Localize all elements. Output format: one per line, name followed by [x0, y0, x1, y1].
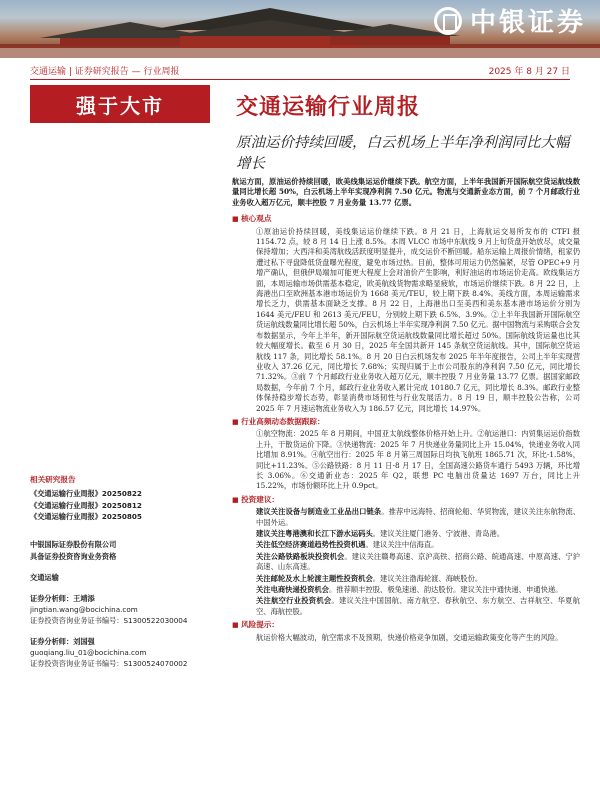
invest-item — [232, 552, 580, 573]
analyst-cert: 证券投资咨询业务证书编号：S1300524070002 — [30, 658, 188, 668]
header-banner — [0, 0, 600, 58]
institution: 中银国际证券股份有限公司 具备证券投资咨询业务资格 — [30, 539, 117, 561]
invest-item-text: 。建议关注赣粤高速、京沪高铁、招商公路、皖通高速、中原高速、宁沪高速、山东高速。 — [256, 551, 581, 572]
analyst-email[interactable]: guoqiang.liu_01@bocichina.com — [30, 647, 147, 657]
industry-label: 交通运输 — [30, 572, 59, 582]
invest-item-title: 关注公路铁路板块投资机会 — [256, 551, 345, 561]
bank-logo-icon — [434, 7, 462, 35]
core-heading: ■ 核心观点 — [232, 214, 580, 224]
page-subtitle: 原油运价持续回暖，白云机场上半年净利润同比大幅增长 — [236, 135, 570, 172]
invest-item — [232, 585, 580, 595]
risk-heading: ■ 风险提示： — [232, 620, 580, 630]
risk-text: 航运价格大幅波动，航空需求不及预期，快递价格竞争加剧，交通运输政策变化等产生的风险。 — [256, 632, 563, 642]
related-report[interactable]: 《交通运输行业周报》20250812 — [30, 500, 142, 510]
invest-item — [232, 596, 580, 617]
invest-item-title: 关注电商快递投资机会 — [256, 585, 329, 595]
invest-item-text: 。建议关注厦门港务、宁波港、青岛港。 — [372, 529, 505, 538]
related-report[interactable]: 《交通运输行业周报》20250822 — [30, 489, 142, 498]
data-tracking-paragraph: ①航空物流：2025 年 8 月期间，中国亚太航线整体价格开始上升。②航运港口：内贸集运运价指数上升，干散货运价下降。③快递物流：2025 年 7 月快递业务量同比上升 15.04%，快递业务收入同比增加 8.91%。④航空出行：2025 年 8 月第三周国际日均执飞航班 1865.71 次，环比-1.58%，同比+11.23%。⑤公路铁路：8 月 11 日-8 月 17 日，全国高速公路货车通行 5493 万辆，环比增长 3.06%。⑥交通新业态：2025 年 Q2，联想 PC 电脑出货量达 1697 万台，同比上升 15.22%，市场份额环比上升 0.9pct。 — [256, 429, 580, 491]
analyst-email[interactable]: jingtian.wang@bocichina.com — [30, 604, 138, 614]
invest-item-title: 建议关注设备与制造业工业品出口链条 — [256, 507, 382, 517]
data-tracking-heading: ■ 行业高频动态数据跟踪： — [232, 417, 580, 427]
related-heading: 相关研究报告 — [30, 475, 76, 484]
header-subbar — [30, 62, 570, 80]
invest-item — [232, 507, 580, 528]
rating-badge: 强于大市 — [30, 85, 210, 123]
invest-item — [232, 574, 580, 584]
invest-item-title: 关注航空行业投资机会 — [256, 596, 332, 606]
sidebar — [30, 474, 210, 669]
analyst-name: 证券分析师：刘国强 — [30, 636, 95, 646]
analyst-block — [30, 593, 210, 626]
analyst-block — [30, 636, 210, 669]
lead-summary: 航运方面，原油运价持续回暖，欧美线集运运价继续下跌。航空方面，上半年我国新开国际航空货运航线数量同比增长超 50%，白云机场上半年实现净利润 7.50 亿元。物流与交通新业态方面，前 7 个月邮政行业业务收入超万亿元，顺丰控股 7 月业务量 13.77 亿票。 — [232, 177, 580, 207]
core-paragraph: ①原油运价持续回暖，美线集运运价继续下跌。8 月 21 日，上海航运交易所发布的 CTFI 报 1154.72 点，较 8 月 14 日上涨 8.5%。本周 VLCC 市场中东航线 9 月上旬货盘开始放尽，成交量保持增加；大西洋和美湾航线活跃度明显提升，成交运价不断回暖。船东运输上周报价情绪，租家仍遭过私下寻盘降低货盘曝光程度，避免市场过热。目前，整体可用运力仍然偏紧，尽管 OPEC+9 月增产确认，但俄伊局端加可能更大程度上会对油价产生影响，利好油运的市场运价走高。欧线集运方面，本周运输市场供需基本稳定，欧美航线货物需求略显疲软，市场运价继续下跌。8 月 22 日，上海港出口至欧洲基本港市场运价为 1668 美元/TEU，较上期下跌 8.4%。美线方面，本周运输需求增长乏力，供需基本面缺乏支撑。8 月 22 日，上海港出口至美西和美东基本港市场运价分别为 1644 美元/FEU 和 2613 美元/FEU，分别较上期下跌 6.5%、3.9%。②上半年我国新开国际航空货运航线数量同比增长超 50%，白云机场上半年实现净利润 7.50 亿元。据中国物流与采购联合会发布数据显示，今年上半年，新开国际航空货运航线数量同比增长超过 50%。国际航线货运量也比其较大幅度增长。截至 6 月 30 日，2025 年全国共新开 145 条航空货运航线。其中，国际航空货运航线 117 条，同比增长 58.1%。8 月 20 日白云机场发布 2025 年半年度报告，公司上半年实现营业收入 37.26 亿元，同比增长 7.68%；实现归属于上市公司股东的净利润 7.50 亿元，同比增长 71.32%。③前 7 个月邮政行业业务收入超万亿元，顺丰控股 7 月业务量 13.77 亿票。据国家邮政局数据，今年前 7 个月，邮政行业业务收入累计完成 10180.7 亿元，同比增长 8.3%。邮政行业整体保持稳步增长态势，彰显消费市场韧性与行业发展活力。8 月 19 日，顺丰控股公告称，公司 2025 年 7 月速运物流业务收入为 186.57 亿元，同比增长 14.97%。 — [256, 226, 580, 413]
invest-item-title: 关注低空经济赛道趋势性投资机遇 — [256, 540, 366, 550]
invest-item — [232, 529, 580, 539]
invest-item-title: 关注邮轮及水上轮渡主题性投资机会 — [256, 573, 373, 583]
invest-item-text: 。推荐中远海特、招商轮船、华贸物流，建议关注东航物流、中国外运。 — [256, 507, 581, 527]
invest-item-text: 。建议关注中信海直。 — [365, 540, 439, 550]
related-report[interactable]: 《交通运输行业周报》20250805 — [30, 512, 142, 521]
report-date: 2025 年 8 月 27 日 — [488, 67, 570, 77]
invest-item-text: 。推荐顺丰控股、极兔速递、韵达股份。建议关注中通快递、申通快递。 — [328, 585, 563, 595]
main-content — [232, 177, 580, 643]
invest-item-text: 。建议关注渤海轮渡、海峡股份。 — [372, 573, 483, 583]
invest-heading: ■ 投资建议： — [232, 495, 580, 505]
breadcrumb: 交通运输 | 证券研究报告 — 行业周报 — [30, 67, 180, 77]
invest-item-text: 。建议关注中国国航、南方航空、春秋航空、东方航空、吉祥航空、华夏航空、海航控股。 — [256, 596, 580, 616]
invest-item-title: 建议关注粤港澳和长江下游水运码头 — [256, 529, 373, 538]
invest-item — [232, 540, 580, 550]
analyst-name: 证券分析师：王靖添 — [30, 593, 95, 603]
page-title: 交通运输行业周报 — [236, 95, 421, 120]
company-logo — [434, 2, 586, 39]
analyst-cert: 证券投资咨询业务证书编号：S1300522030004 — [30, 615, 188, 625]
logo-text: 中银证券 — [469, 8, 586, 38]
